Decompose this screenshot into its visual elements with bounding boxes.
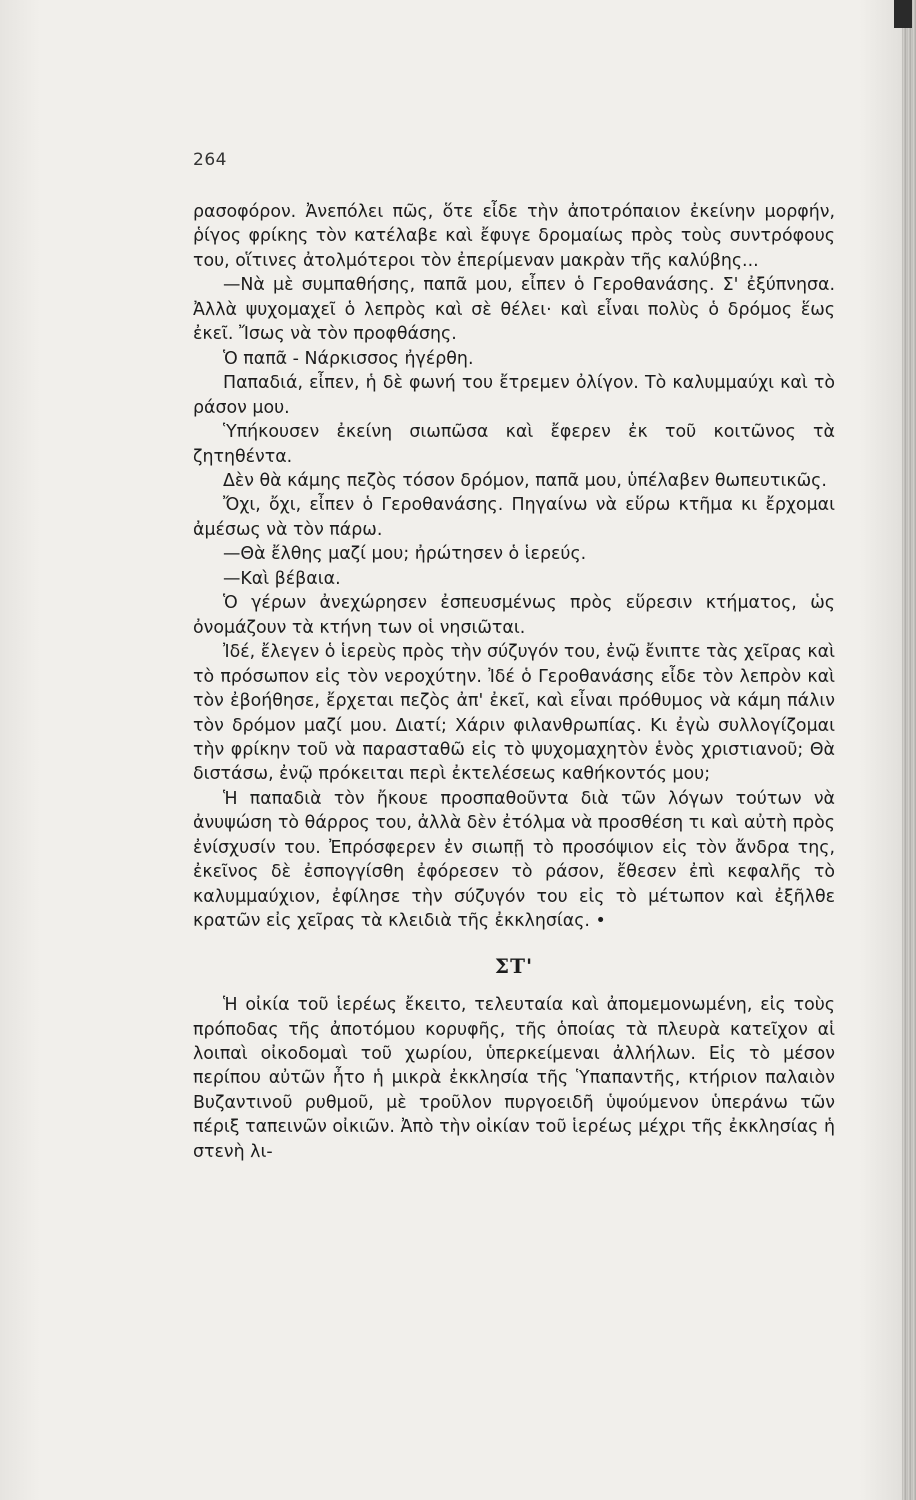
paragraph: Ἡ παπαδιὰ τὸν ἤκουε προσπαθοῦντα διὰ τῶν λόγων τούτων νὰ ἀνυψώση τὸ θάρρος του, ἀλλὰ δὲν ἐτόλμα νὰ προσθέση τι καὶ αὐτὴ πρὸς ἐνίσχυσίν του. Ἐπρόσφερεν ἐν σιωπῇ τὸ προσόψιον εἰς τὸν ἄνδρα της, ἐκεῖνος δὲ ἐσπογγίσθη ἐφόρεσεν τὸ ράσον, ἔθεσεν ἐπὶ κεφαλῆς τὸ καλυμμαύχιον, ἐφίλησε τὴν σύζυγόν του εἰς τὸ μέτωπον καὶ ἐξῆλθε κρατῶν εἰς χεῖρας τὰ κλειδιὰ τῆς ἐκκλησίας. • xyxy=(193,788,835,932)
paragraphs-after-section xyxy=(193,993,835,1164)
paragraph: Ὁ γέρων ἀνεχώρησεν ἐσπευσμένως πρὸς εὕρεσιν κτήματος, ὡς ὀνομάζουν τὰ κτήνη των οἱ νησιῶται. xyxy=(193,593,835,638)
paragraph: Παπαδιά, εἶπεν, ἡ δὲ φωνή του ἔτρεμεν ὀλίγον. Τὸ καλυμμαύχι καὶ τὸ ράσον μου. xyxy=(193,373,835,418)
paragraph: —Θὰ ἔλθης μαζί μου; ἠρώτησεν ὁ ἱερεύς. xyxy=(223,544,587,565)
paragraph: Δὲν θὰ κάμης πεζὸς τόσον δρόμον, παπᾶ μου, ὑπέλαβεν θωπευτικῶς. xyxy=(223,470,827,491)
scan-corner-mark xyxy=(894,0,912,28)
paragraph: Ὑπήκουσεν ἐκείνη σιωπῶσα καὶ ἔφερεν ἐκ τοῦ κοιτῶνος τὰ ζητηθέντα. xyxy=(193,422,835,467)
paragraph: ρασοφόρον. Ἀνεπόλει πῶς, ὅτε εἶδε τὴν ἀποτρόπαιον ἐκείνην μορφήν, ῥίγος φρίκης τὸν κατέλαβε καὶ ἔφυγε δρομαίως πρὸς τοὺς συντρόφους του, οἵτινες ἀτολμότεροι τὸν ἐπερίμεναν μακρὰν τῆς καλύβης... xyxy=(193,202,835,271)
paragraphs-before-section xyxy=(193,200,835,934)
paragraph: —Νὰ μὲ συμπαθήσης, παπᾶ μου, εἶπεν ὁ Γεροθανάσης. Σ' ἐξύπνησα. Ἀλλὰ ψυχομαχεῖ ὁ λεπρὸς καὶ σὲ θέλει· καὶ εἶναι πολὺς ὁ δρόμος ἕως ἐκεῖ. Ἴσως νὰ τὸν προφθάσης. xyxy=(193,275,835,345)
paragraph: Ἡ οἰκία τοῦ ἱερέως ἔκειτο, τελευταία καὶ ἀπομεμονωμένη, εἰς τοὺς πρόποδας τῆς ἀποτόμου κορυφῆς, τῆς ὁποίας τὰ πλευρὰ κατεῖχον αἱ λοιπαὶ οἰκοδομαὶ τοῦ χωρίου, ὑπερκείμεναι ἀλλήλων. Εἰς τὸ μέσον περίπου αὐτῶν ἦτο ἡ μικρὰ ἐκκλησία τῆς Ὑπαπαντῆς, κτήριον παλαιὸν Βυζαντινοῦ ρυθμοῦ, μὲ τροῦλον πυργοειδῆ ὑψούμενον ὑπεράνω τῶν πέριξ ταπεινῶν οἰκιῶν. Ἀπὸ τὴν οἰκίαν τοῦ ἱερέως μέχρι τῆς ἐκκλησίας ἡ στενὴ λι- xyxy=(193,995,835,1162)
paragraph: Ἰδέ, ἔλεγεν ὁ ἱερεὺς πρὸς τὴν σύζυγόν του, ἐνῷ ἔνιπτε τὰς χεῖρας καὶ τὸ πρόσωπον εἰς τὸν νεροχύτην. Ἰδέ ὁ Γεροθανάσης εἶδε τὸν λεπρὸν καὶ τὸν ἐβοήθησε, ἔρχεται πεζὸς ἀπ' ἐκεῖ, καὶ εἶναι πρόθυμος νὰ κάμη πάλιν τὸν δρόμον μαζί μου. Διατί; Χάριν φιλανθρωπίας. Κι ἐγὼ συλλογίζομαι τὴν φρίκην τοῦ νὰ παρασταθῶ εἰς τὸ ψυχομαχητὸν ἑνὸς χριστιανοῦ; Θὰ διστάσω, ἐνῷ πρόκειται περὶ ἐκτελέσεως καθήκοντός μου; xyxy=(193,642,835,785)
page-number: 264 xyxy=(193,150,227,170)
page-edge-shadow xyxy=(902,0,916,1500)
body-text xyxy=(193,200,835,1164)
paragraph: Ὄχι, ὄχι, εἶπεν ὁ Γεροθανάσης. Πηγαίνω νὰ εὕρω κτῆμα κι ἔρχομαι ἀμέσως νὰ τὸν πάρω. xyxy=(193,495,835,540)
section-heading: ΣΤ' xyxy=(494,953,534,978)
paragraph: —Καὶ βέβαια. xyxy=(223,568,341,589)
paragraph: Ὁ παπᾶ - Νάρκισσος ἠγέρθη. xyxy=(223,348,474,369)
